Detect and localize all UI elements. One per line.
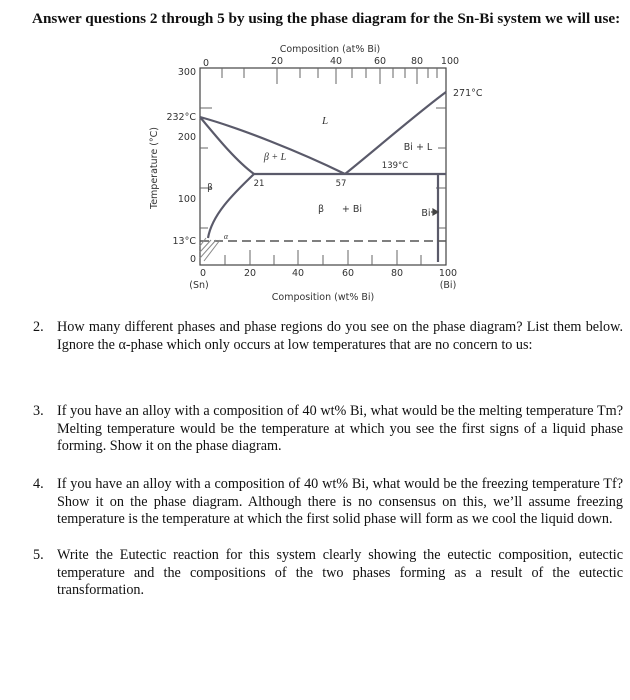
eutectic-temp-label: 139°C bbox=[381, 161, 409, 171]
question-text: If you have an alloy with a composition of 40 wt% Bi, what would be the melting temperature Tm? Melting temperature would be the temperature at which you see the first signs of a liquid phase forming. Show it on the phase diagram. bbox=[57, 403, 623, 454]
bottom-end-left: (Sn) bbox=[189, 280, 209, 291]
top-tick-label: 20 bbox=[270, 56, 284, 67]
question-3 bbox=[33, 403, 623, 456]
bottom-end-right: (Bi) bbox=[439, 280, 457, 291]
bi-melting-label: 271°C bbox=[453, 88, 483, 99]
question-number: 3. bbox=[33, 403, 44, 419]
y-tick-label: 200 bbox=[177, 132, 196, 143]
phase-diagram bbox=[0, 0, 630, 310]
question-number: 5. bbox=[33, 547, 44, 563]
top-tick-label: 100 bbox=[440, 56, 460, 67]
top-tick-label: 60 bbox=[373, 56, 387, 67]
solvus-comp-label: 21 bbox=[253, 179, 265, 189]
top-tick-label: 40 bbox=[329, 56, 343, 67]
question-text: Write the Eutectic reaction for this system clearly showing the eutectic composition, eutectic temperature and the compositions of the two phases forming as a result of the eutectic transformation. bbox=[57, 547, 623, 598]
eutectic-comp-label: 57 bbox=[335, 179, 347, 189]
bottom-tick-label: 80 bbox=[390, 268, 404, 279]
y-tick-label: 300 bbox=[177, 67, 196, 78]
question-text: How many different phases and phase regions do you see on the phase diagram? List them below. Ignore the α-phase which only occurs at low temperatures that are no concern to us: bbox=[57, 319, 623, 353]
beta-plus-liquid-label: β + L bbox=[263, 152, 287, 163]
bottom-tick-label: 100 bbox=[438, 268, 458, 279]
y-axis-title: Temperature (°C) bbox=[149, 127, 160, 209]
bottom-tick-label: 60 bbox=[341, 268, 355, 279]
beta-region-label: β bbox=[207, 183, 213, 193]
bottom-tick-label: 0 bbox=[199, 268, 207, 279]
y-special-label: 13°C bbox=[172, 236, 196, 247]
question-2 bbox=[33, 319, 623, 354]
bi-solid-label: Bi bbox=[421, 208, 431, 219]
beta-plus-bi-label-left: β bbox=[317, 204, 325, 215]
top-axis-title: Composition (at% Bi) bbox=[279, 44, 381, 55]
page-heading: Answer questions 2 through 5 by using the phase diagram for the Sn-Bi system we will use: bbox=[32, 10, 621, 27]
top-tick-label: 80 bbox=[410, 56, 424, 67]
alpha-hatch bbox=[200, 238, 206, 246]
question-number: 4. bbox=[33, 476, 44, 492]
question-5 bbox=[33, 547, 623, 600]
question-text: If you have an alloy with a composition of 40 wt% Bi, what would be the freezing temperature Tf? Show it on the phase diagram. Although there is no consensus on this, we’ll assume freezing temperature is the temperature at which the first solid phase will form as we cool the liquid down. bbox=[57, 476, 623, 527]
solvus-left bbox=[208, 174, 254, 238]
top-tick-label: 0 bbox=[203, 58, 210, 69]
diagram-frame bbox=[200, 68, 446, 265]
question-number: 2. bbox=[33, 319, 44, 335]
y-tick-label: 0 bbox=[189, 254, 196, 265]
bottom-tick-label: 40 bbox=[291, 268, 305, 279]
question-4 bbox=[33, 476, 623, 529]
y-tick-label: 100 bbox=[177, 194, 196, 205]
bottom-axis-title: Composition (wt% Bi) bbox=[271, 292, 375, 303]
beta-plus-bi-label-right: + Bi bbox=[341, 204, 363, 215]
y-special-label: 232°C bbox=[166, 112, 196, 123]
alpha-region-label: α bbox=[223, 232, 229, 241]
bottom-tick-label: 20 bbox=[243, 268, 257, 279]
bi-plus-liquid-label: Bi + L bbox=[403, 142, 433, 153]
liquid-region-label: L bbox=[321, 115, 329, 127]
